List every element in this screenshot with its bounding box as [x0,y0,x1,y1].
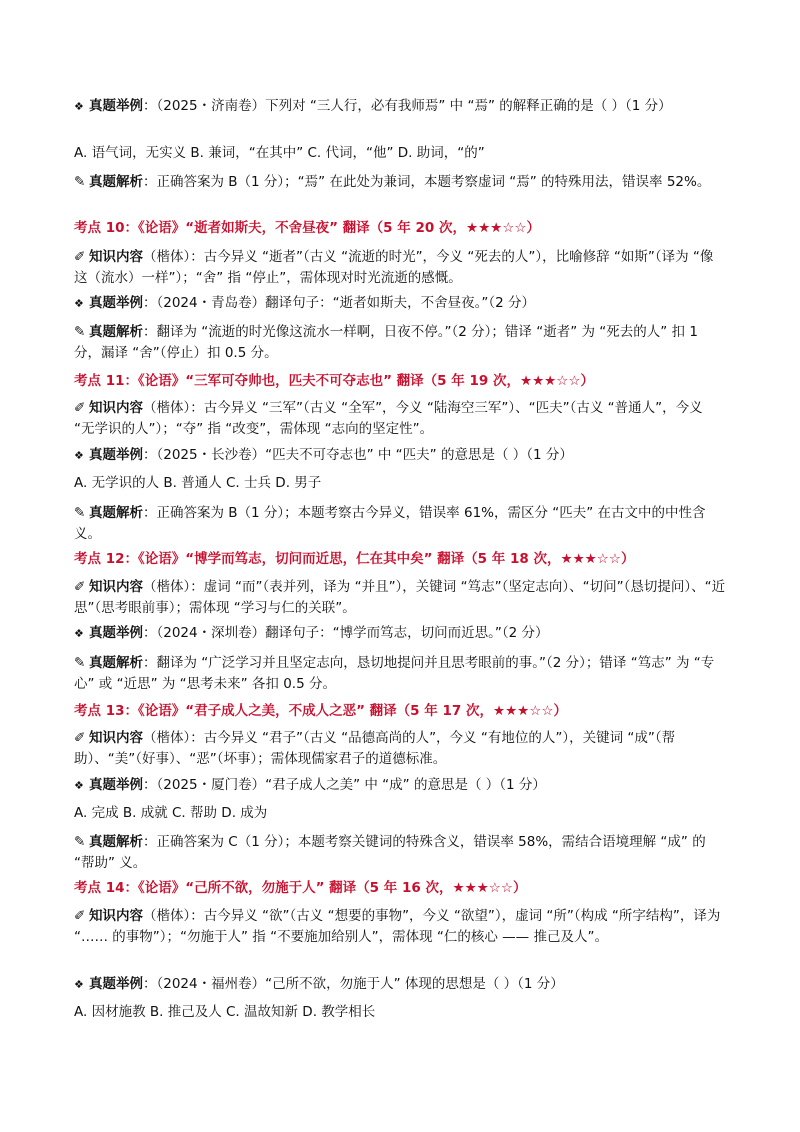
label: 真题举例 [89,777,143,793]
pencil-icon: ✎ [74,505,86,521]
knowledge-text: （楷体）：古今异义 “三军”（古义 “全军”，今义 “陆海空三军”）、“匹夫”（古义 “普通人”，今义 “无学识的人”）；“夺” 指 “改变”，需体现 “志向的坚定性”。 [74,400,703,437]
example-text: ：（2024・福州卷）“己所不欲，勿施于人” 体现的思想是（ ）（1 分） [143,976,564,992]
exam-example [74,623,726,644]
pencil-icon: ✎ [74,174,86,190]
label: 真题举例 [89,98,143,114]
kaodian-heading: 考点 12：《论语》“博学而笃志，切问而近思，仁在其中矣” 翻译（5 年 18 次，★★★☆☆） [74,551,635,567]
pencil-icon: ✐ [74,730,86,746]
pencil-icon: ✎ [74,324,86,340]
analysis-text: ：正确答案为 B（1 分）；“焉” 在此处为兼词，本题考察虚词 “焉” 的特殊用法，错误率 52%。 [143,174,711,190]
exam-analysis [74,653,726,695]
diamond-bullet-icon: ❖ [74,100,84,113]
pencil-icon: ✎ [74,834,86,850]
label: 真题举例 [89,447,143,463]
exam-analysis [74,322,726,364]
diamond-bullet-icon: ❖ [74,627,84,640]
label: 真题解析 [89,324,143,340]
answer-options: A. 因材施教 B. 推己及人 C. 温故知新 D. 教学相长 [74,1004,376,1020]
exam-example [74,293,726,314]
label: 真题解析 [89,834,143,850]
exam-example [74,96,726,117]
label: 知识内容 [89,249,143,265]
exam-analysis [74,503,726,545]
example-text: ：（2024・青岛卷）翻译句子：“逝者如斯夫，不舍昼夜。”（2 分） [143,295,535,311]
answer-options: A. 无学识的人 B. 普通人 C. 士兵 D. 男子 [74,475,322,491]
kaodian-heading: 考点 14：《论语》“己所不欲，勿施于人” 翻译（5 年 16 次，★★★☆☆） [74,880,527,896]
label: 知识内容 [89,579,143,595]
example-text: ：（2025・长沙卷）“匹夫不可夺志也” 中 “匹夫” 的意思是（ ）（1 分） [143,447,573,463]
knowledge-text: （楷体）：古今异义 “君子”（古义 “品德高尚的人”，今义 “有地位的人”），关键词 “成”（帮助）、“美”（好事）、“恶”（坏事）；需体现儒家君子的道德标准。 [74,730,676,767]
label: 真题举例 [89,976,143,992]
label: 知识内容 [89,400,143,416]
knowledge-content [74,906,726,948]
label: 知识内容 [89,908,143,924]
kaodian-heading: 考点 10：《论语》“逝者如斯夫，不舍昼夜” 翻译（5 年 20 次，★★★☆☆） [74,220,540,236]
kaodian-heading: 考点 11：《论语》“三军可夺帅也，匹夫不可夺志也” 翻译（5 年 19 次，★★★☆☆） [74,373,594,389]
analysis-text: ：翻译为 “流逝的时光像这流水一样啊，日夜不停。”（2 分）；错译 “逝者” 为 “死去的人” 扣 1 分，漏译 “舍”（停止）扣 0.5 分。 [74,324,698,361]
label: 真题举例 [89,295,143,311]
knowledge-content [74,728,726,770]
pencil-icon: ✐ [74,249,86,265]
exam-example [74,775,726,796]
knowledge-text: （楷体）：虚词 “而”（表并列，译为 “并且”），关键词 “笃志”（坚定志向）、“切问”（恳切提问）、“近思”（思考眼前事）；需体现 “学习与仁的关联”。 [74,579,726,616]
example-text: ：（2025・济南卷）下列对 “三人行，必有我师焉” 中 “焉” 的解释正确的是（ ）（1 分） [143,98,672,114]
pencil-icon: ✐ [74,579,86,595]
analysis-text: ：正确答案为 B（1 分）；本题考察古今异义，错误率 61%，需区分 “匹夫” 在古文中的中性含义。 [74,505,706,542]
exam-analysis [74,172,726,193]
pencil-icon: ✐ [74,908,86,924]
analysis-text: ：正确答案为 C（1 分）；本题考察关键词的特殊含义，错误率 58%，需结合语境理解 “成” 的 “帮助” 义。 [74,834,706,871]
knowledge-content [74,398,726,440]
diamond-bullet-icon: ❖ [74,297,84,310]
knowledge-content [74,577,726,619]
pencil-icon: ✎ [74,655,86,671]
diamond-bullet-icon: ❖ [74,449,84,462]
label: 真题解析 [89,505,143,521]
label: 真题举例 [89,625,143,641]
knowledge-text: （楷体）：古今异义 “逝者”（古义 “流逝的时光”，今义 “死去的人”），比喻修辞 “如斯”（译为 “像这（流水）一样”）；“舍” 指 “停止”，需体现对时光流逝的感慨。 [74,249,714,286]
label: 真题解析 [89,174,143,190]
answer-options: A. 完成 B. 成就 C. 帮助 D. 成为 [74,805,268,821]
exam-analysis [74,832,726,874]
exam-example [74,974,726,995]
example-text: ：（2025・厦门卷）“君子成人之美” 中 “成” 的意思是（ ）（1 分） [143,777,546,793]
analysis-text: ：翻译为 “广泛学习并且坚定志向，恳切地提问并且思考眼前的事。”（2 分）；错译 “笃志” 为 “专心” 或 “近思” 为 “思考未来” 各扣 0.5 分。 [74,655,715,692]
pencil-icon: ✐ [74,400,86,416]
knowledge-text: （楷体）：古今异义 “欲”（古义 “想要的事物”，今义 “欲望”），虚词 “所”（构成 “所字结构”，译为 “…… 的事物”）；“勿施于人” 指 “不要施加给别人”，需体现 “仁的核心 —— 推己及人”。 [74,908,721,945]
exam-example [74,445,726,466]
label: 真题解析 [89,655,143,671]
diamond-bullet-icon: ❖ [74,779,84,792]
kaodian-heading: 考点 13：《论语》“君子成人之美，不成人之恶” 翻译（5 年 17 次，★★★☆☆） [74,703,567,719]
answer-options: A. 语气词，无实义 B. 兼词，“在其中” C. 代词，“他” D. 助词，“的” [74,145,485,161]
diamond-bullet-icon: ❖ [74,978,84,991]
example-text: ：（2024・深圳卷）翻译句子：“博学而笃志，切问而近思。”（2 分） [143,625,549,641]
knowledge-content [74,247,726,289]
label: 知识内容 [89,730,143,746]
